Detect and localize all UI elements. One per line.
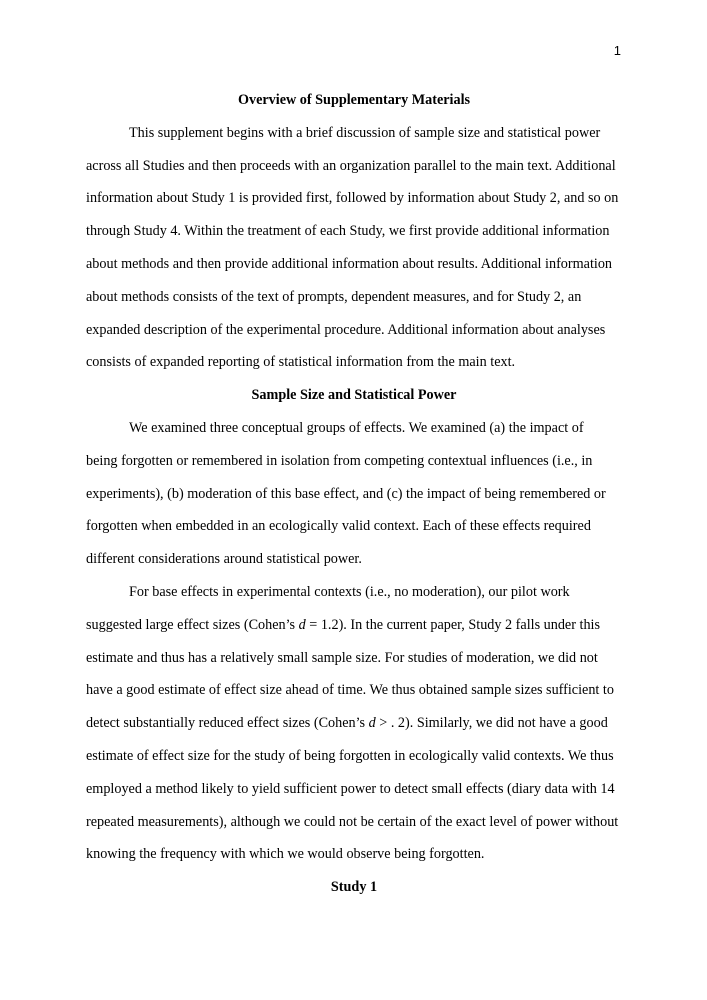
section-heading-study-1: Study 1: [330, 879, 378, 896]
section-heading-sample-size: Sample Size and Statistical Power: [251, 387, 457, 404]
text-line: about methods and then provide additional information about results. Additional information: [86, 255, 613, 272]
stat-symbol-d: d: [298, 616, 306, 633]
text-line: suggested large effect sizes (Cohen’s d = 1.2). In the current paper, Study 2 falls under this: [86, 616, 600, 633]
paragraph: [86, 117, 622, 379]
text-line: estimate of effect size for the study of being forgotten in ecologically valid contexts. We thus: [86, 747, 614, 764]
text-line: have a good estimate of effect size ahead of time. We thus obtained sample sizes sufficient to: [86, 682, 614, 699]
text-line: detect substantially reduced effect sizes (Cohen’s d > . 2). Similarly, we did not have a good: [86, 715, 608, 732]
text-line: through Study 4. Within the treatment of each Study, we first provide additional information: [86, 223, 610, 240]
page-number: 1: [613, 43, 621, 58]
paragraph: [86, 576, 622, 871]
section-heading-overview: Overview of Supplementary Materials: [237, 92, 471, 108]
text-line: employed a method likely to yield sufficient power to detect small effects (diary data with 14: [86, 780, 615, 797]
text-line: For base effects in experimental contexts (i.e., no moderation), our pilot work: [129, 583, 570, 600]
paragraph: [86, 412, 622, 576]
text-line: forgotten when embedded in an ecologically valid context. Each of these effects required: [86, 518, 591, 535]
text-line: knowing the frequency with which we would observe being forgotten.: [86, 846, 485, 863]
text-line: estimate and thus has a relatively small sample size. For studies of moderation, we did not: [86, 649, 598, 666]
text-line: We examined three conceptual groups of effects. We examined (a) the impact of: [129, 419, 584, 436]
stat-symbol-d: d: [368, 715, 376, 732]
text-line: consists of expanded reporting of statistical information from the main text.: [86, 354, 516, 371]
text-line: information about Study 1 is provided first, followed by information about Study 2, and so on: [86, 190, 619, 207]
text-line: expanded description of the experimental procedure. Additional information about analyses: [86, 321, 606, 338]
page-content: [86, 84, 622, 904]
text-line: This supplement begins with a brief discussion of sample size and statistical power: [129, 124, 601, 141]
text-line: different considerations around statistical power.: [86, 551, 362, 568]
text-line: experiments), (b) moderation of this base effect, and (c) the impact of being remembered or: [86, 485, 606, 502]
text-line: repeated measurements), although we could not be certain of the exact level of power without: [86, 813, 619, 830]
text-line: being forgotten or remembered in isolation from competing contextual influences (i.e., in: [86, 452, 593, 469]
text-line: across all Studies and then proceeds with an organization parallel to the main text. Additional: [86, 157, 616, 174]
text-line: about methods consists of the text of prompts, dependent measures, and for Study 2, an: [86, 288, 582, 305]
